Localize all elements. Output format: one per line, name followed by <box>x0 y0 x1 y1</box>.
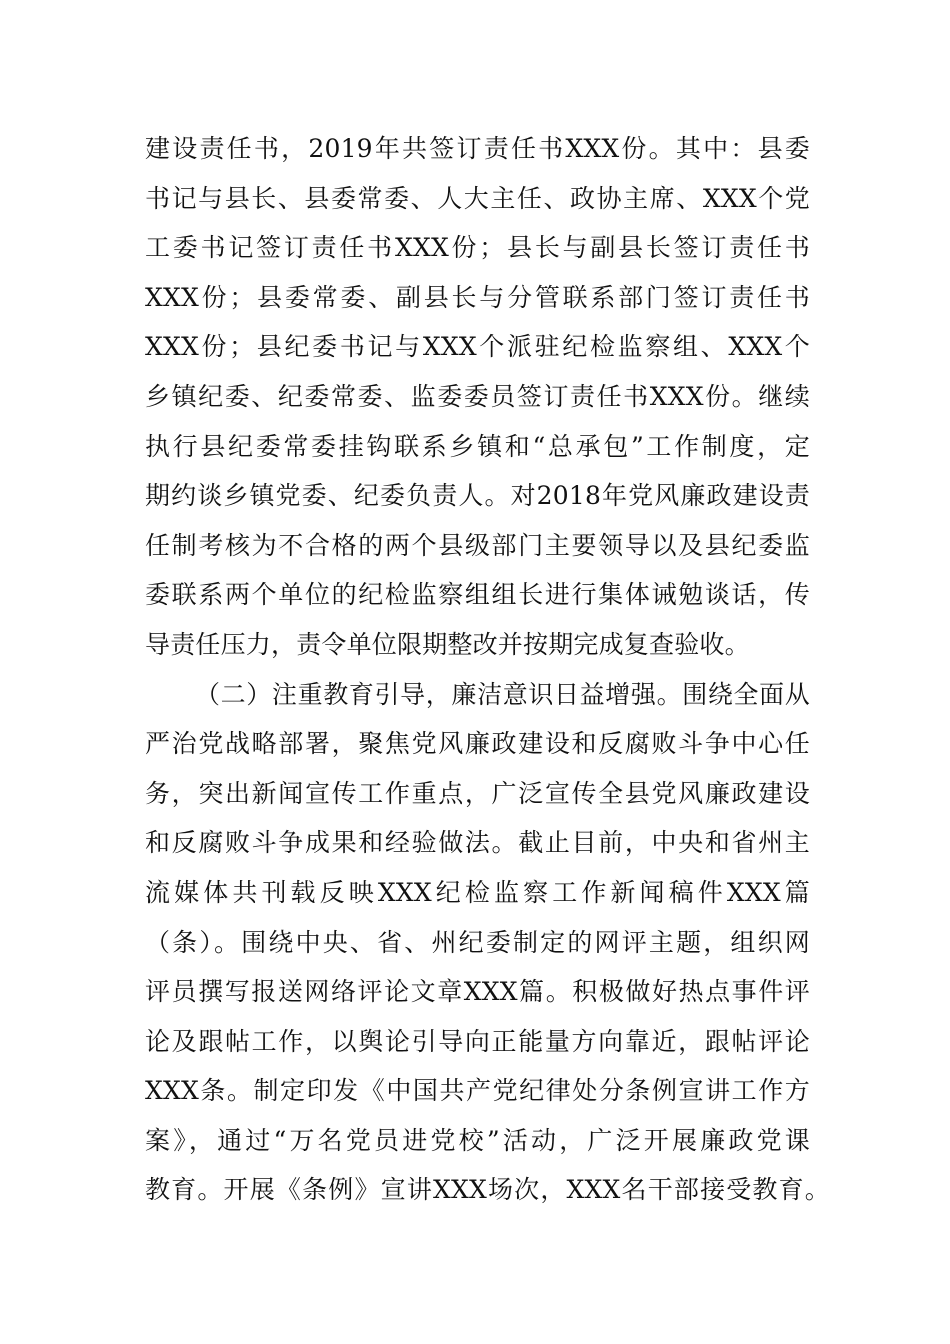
text-line: 和反腐败斗争成果和经验做法。截止目前，中央和省州主 <box>145 828 810 858</box>
section-heading-line: （二）注重教育引导，廉洁意识日益增强。围绕全面从 <box>195 679 810 709</box>
text-line: 严治党战略部署，聚焦党风廉政建设和反腐败斗争中心任 <box>145 729 810 759</box>
text-line: XXX条。制定印发《中国共产党纪律处分条例宣讲工作方 <box>145 1076 810 1106</box>
paragraph-last-line: 导责任压力，责令单位限期整改并按期完成复查验收。 <box>145 629 750 659</box>
text-line: 执行县纪委常委挂钩联系乡镇和“总承包”工作制度，定 <box>145 431 810 461</box>
text-line: 建设责任书，2019年共签订责任书XXX份。其中：县委 <box>145 134 810 163</box>
text-line: （条）。围绕中央、省、州纪委制定的网评主题，组织网 <box>145 927 810 957</box>
text-line: 务，突出新闻宣传工作重点，广泛宣传全县党风廉政建设 <box>145 778 810 808</box>
text-line: 书记与县长、县委常委、人大主任、政协主席、XXX个党 <box>145 183 810 213</box>
text-line: 流媒体共刊载反映XXX纪检监察工作新闻稿件XXX篇 <box>145 877 810 907</box>
text-line: 评员撰写报送网络评论文章XXX篇。积极做好热点事件评 <box>145 977 810 1007</box>
text-line: 工委书记签订责任书XXX份；县长与副县长签订责任书 <box>145 233 810 263</box>
text-line: 教育。开展《条例》宣讲XXX场次，XXX名干部接受教育。 <box>145 1175 830 1205</box>
text-line: 论及跟帖工作，以舆论引导向正能量方向靠近，跟帖评论 <box>145 1026 810 1056</box>
text-line: 委联系两个单位的纪检监察组组长进行集体诫勉谈话，传 <box>145 580 810 610</box>
text-line: 案》，通过“万名党员进党校”活动，广泛开展廉政党课 <box>145 1125 810 1155</box>
text-line: 期约谈乡镇党委、纪委负责人。对2018年党风廉政建设责 <box>145 481 810 511</box>
text-line: XXX份；县委常委、副县长与分管联系部门签订责任书 <box>145 282 810 312</box>
body-text <box>145 124 830 1215</box>
text-line: 任制考核为不合格的两个县级部门主要领导以及县纪委监 <box>145 530 810 560</box>
text-line: 乡镇纪委、纪委常委、监委委员签订责任书XXX份。继续 <box>145 381 810 411</box>
text-line: XXX份；县纪委书记与XXX个派驻纪检监察组、XXX个 <box>145 332 810 362</box>
